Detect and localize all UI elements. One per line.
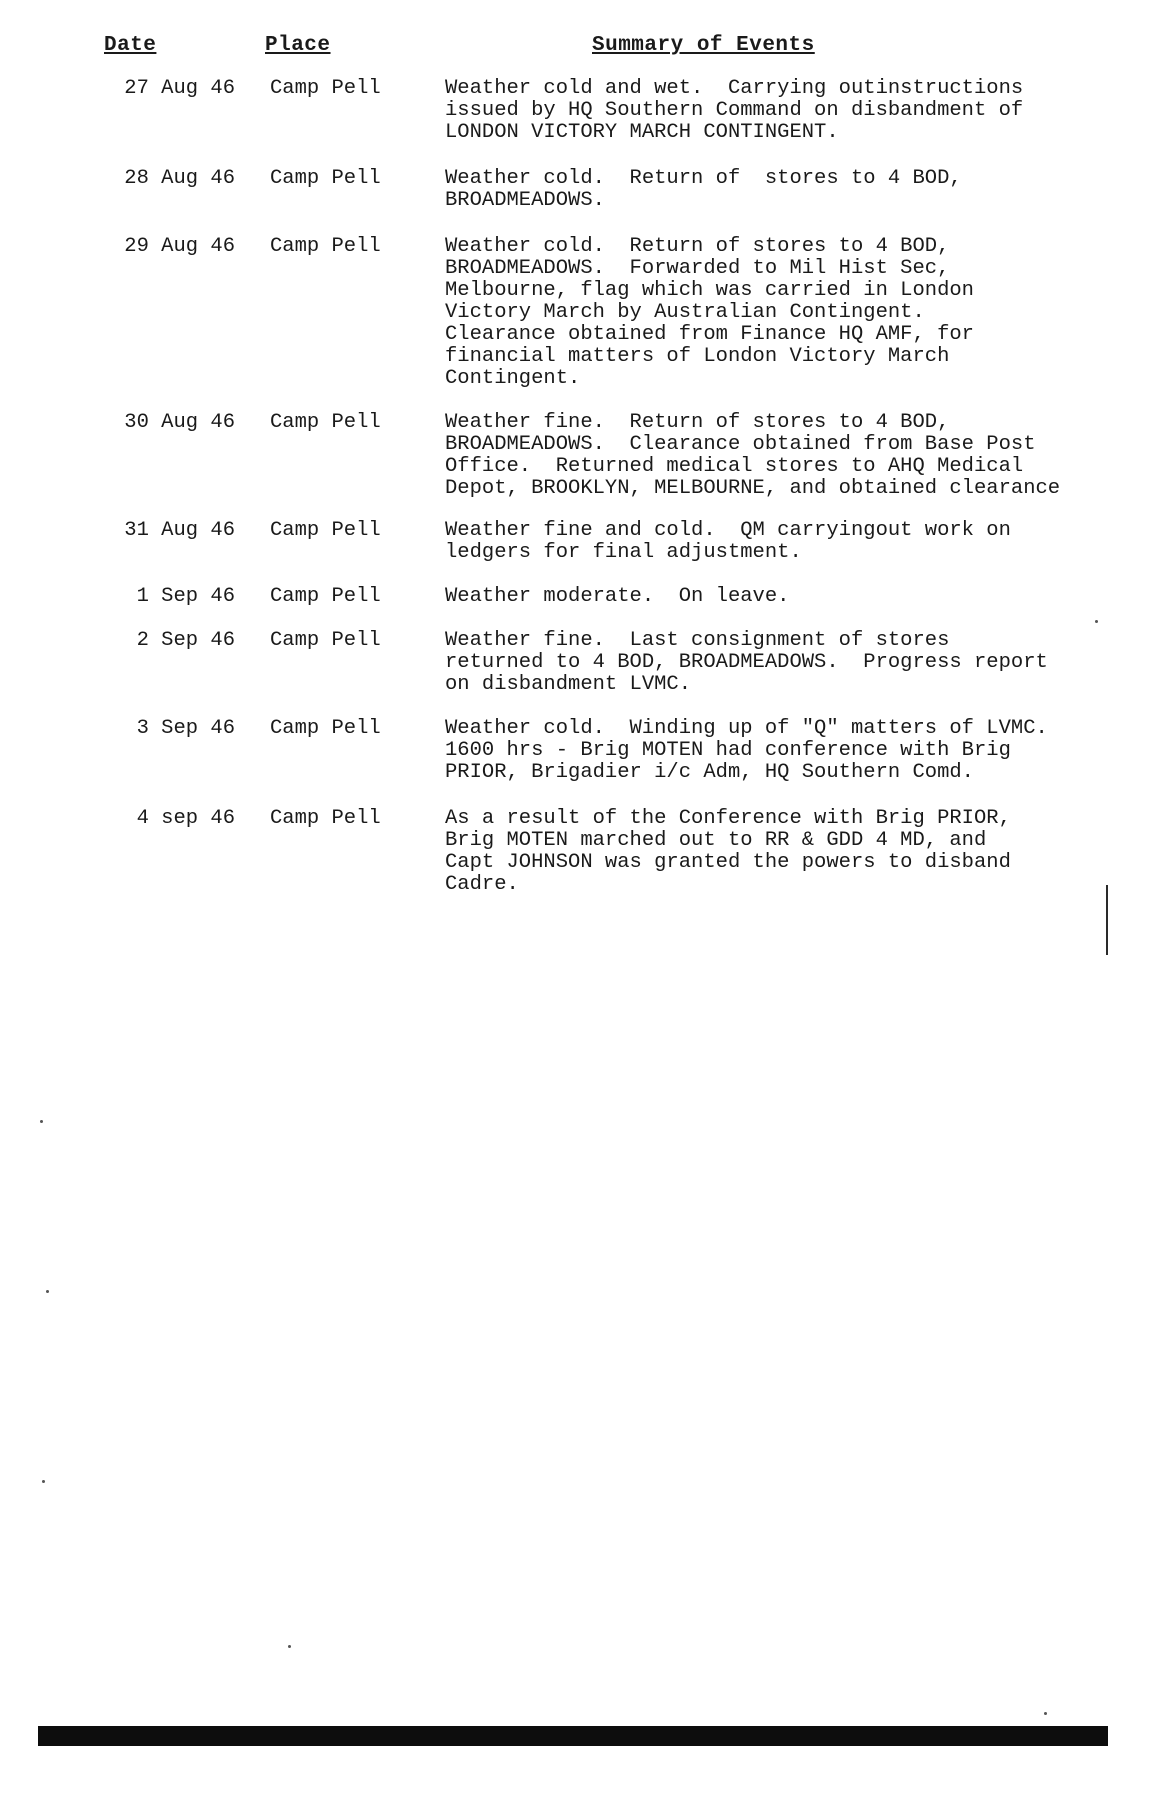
entry-place: Camp Pell xyxy=(270,807,381,830)
column-header-place: Place xyxy=(265,34,331,57)
entry-summary: Weather fine. Last consignment of stores returned to 4 BOD, BROADMEADOWS. Progress report on disbandment LVMC. xyxy=(445,629,1048,696)
entry-date: 30 Aug 46 xyxy=(124,411,235,434)
bottom-rule xyxy=(38,1726,1108,1746)
entry-date: 29 Aug 46 xyxy=(124,235,235,258)
entry-summary: Weather cold. Winding up of "Q" matters of LVMC. 1600 hrs - Brig MOTEN had conference with Brig PRIOR, Brigadier i/c Adm, HQ Southern Comd. xyxy=(445,717,1048,784)
entry-summary: Weather cold and wet. Carrying outinstructions issued by HQ Southern Command on disbandment of LONDON VICTORY MARCH CONTINGENT. xyxy=(445,77,1024,144)
entry-date: 4 sep 46 xyxy=(136,807,235,830)
entry-summary: Weather fine and cold. QM carryingout work on ledgers for final adjustment. xyxy=(445,519,1011,564)
margin-mark xyxy=(1106,885,1108,955)
scan-speck xyxy=(42,1480,45,1483)
entry-place: Camp Pell xyxy=(270,519,381,542)
entry-place: Camp Pell xyxy=(270,629,381,652)
entry-date: 1 Sep 46 xyxy=(136,585,235,608)
column-header-summary: Summary of Events xyxy=(592,34,815,57)
entry-date: 31 Aug 46 xyxy=(124,519,235,542)
entry-summary: Weather fine. Return of stores to 4 BOD, BROADMEADOWS. Clearance obtained from Base Post Office. Returned medical stores to AHQ Medical Depot, BROOKLYN, MELBOURNE, and obtained clearance xyxy=(445,411,1061,500)
entry-date: 2 Sep 46 xyxy=(136,629,235,652)
scan-speck xyxy=(40,1120,43,1123)
entry-place: Camp Pell xyxy=(270,167,381,190)
entry-place: Camp Pell xyxy=(270,585,381,608)
entry-place: Camp Pell xyxy=(270,77,381,100)
entry-date: 3 Sep 46 xyxy=(136,717,235,740)
entry-date: 27 Aug 46 xyxy=(124,77,235,100)
scan-speck xyxy=(46,1290,49,1293)
entry-place: Camp Pell xyxy=(270,411,381,434)
scan-speck xyxy=(288,1645,291,1648)
entry-summary: As a result of the Conference with Brig PRIOR, Brig MOTEN marched out to RR & GDD 4 MD, and Capt JOHNSON was granted the powers to disband Cadre. xyxy=(445,807,1011,896)
column-header-date: Date xyxy=(104,34,157,57)
entry-summary: Weather cold. Return of stores to 4 BOD, BROADMEADOWS. Forwarded to Mil Hist Sec, Melbourne, flag which was carried in London Victory March by Australian Contingent. Clearance obtained from Finance HQ AMF, for financial matters of London Victory March Contingent. xyxy=(445,235,974,390)
entry-date: 28 Aug 46 xyxy=(124,167,235,190)
entry-summary: Weather moderate. On leave. xyxy=(445,585,790,608)
entry-summary: Weather cold. Return of stores to 4 BOD, BROADMEADOWS. xyxy=(445,167,962,212)
scan-speck xyxy=(1095,620,1098,623)
entry-place: Camp Pell xyxy=(270,717,381,740)
scan-speck xyxy=(1044,1712,1047,1715)
entry-place: Camp Pell xyxy=(270,235,381,258)
